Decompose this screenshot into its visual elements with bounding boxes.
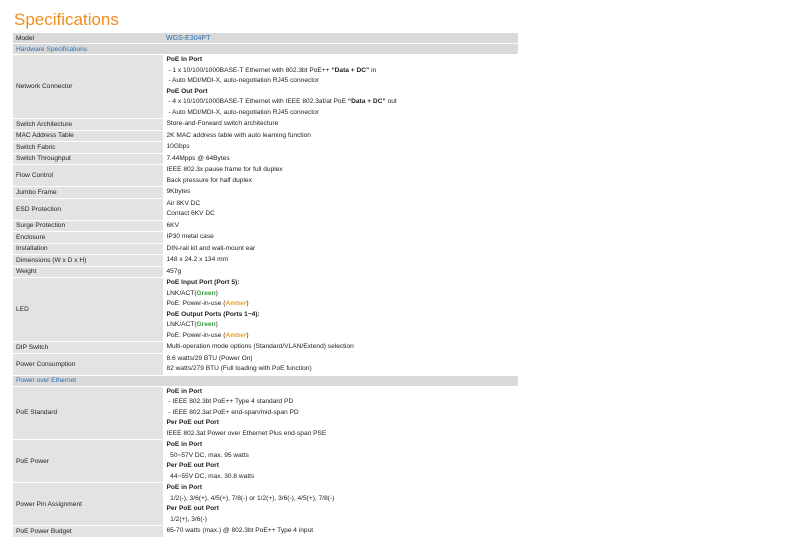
poe-out-line2 — [167, 108, 516, 119]
poe-in-heading: PoE In Port — [166, 56, 203, 63]
led-green-label: Green — [196, 289, 216, 297]
jumbo-frame-label: Jumbo Frame — [13, 187, 163, 199]
switch-throughput-value: 7.44Mpps @ 64Bytes — [163, 153, 518, 165]
table-row-poe-power — [13, 440, 518, 483]
weight-label: Weight — [13, 266, 163, 278]
power-pin-out-heading: Per PoE out Port — [166, 505, 219, 512]
poe-standard-out-line1: IEEE 802.3at Power over Ethernet Plus end-span PSE — [166, 429, 327, 437]
dimensions-value: 148 x 24.2 x 134 mm — [163, 255, 518, 267]
led-input-poe-text: PoE: Power-in-use ( — [166, 300, 226, 307]
poe-standard-value — [163, 386, 518, 440]
power-pin-in-heading: PoE in Port — [166, 484, 203, 491]
poe-power-in-line1-text: 50~57V DC, max. 95 watts — [170, 451, 249, 459]
table-row-power-consumption — [13, 353, 518, 375]
led-output-lnk-text: LNK/ACT( — [166, 321, 197, 328]
led-paren: ) — [246, 331, 249, 339]
mac-table-label: MAC Address Table — [13, 130, 163, 142]
power-consumption-value — [163, 353, 518, 375]
poe-out-line1-suffix: out — [385, 98, 397, 105]
flow-control-line2: Back pressure for half duplex — [166, 176, 252, 184]
poe-power-out-line1-text: 44~55V DC, max. 30.8 watts — [170, 472, 255, 480]
table-row-installation — [13, 243, 518, 255]
led-paren: ) — [215, 321, 218, 328]
table-row-weight — [13, 266, 518, 278]
table-row-surge — [13, 220, 518, 232]
table-row-jumbo-frame — [13, 187, 518, 199]
poe-out-heading: PoE Out Port — [166, 87, 208, 95]
switch-throughput-label: Switch Throughput — [13, 153, 163, 165]
dip-switch-label: DIP Switch — [13, 342, 163, 354]
esd-line1: Air 8KV DC — [166, 199, 201, 207]
poe-in-line2 — [167, 76, 516, 87]
led-paren: ) — [215, 289, 218, 297]
weight-value: 457g — [163, 266, 518, 278]
poe-in-line1-suffix: in — [369, 66, 377, 74]
led-input-lnk — [167, 289, 516, 300]
power-pin-in-line1-text: 1/2(-), 3/6(+), 4/5(+), 7/8(-) or 1/2(+), 3/6(-), 4/5(+), 7/8(-) — [170, 494, 335, 502]
dimensions-label: Dimensions (W x D x H) — [13, 255, 163, 267]
led-output-lnk — [167, 320, 516, 331]
poe-power-out-line1 — [167, 472, 516, 483]
table-row-poe-standard — [13, 386, 518, 440]
mac-table-value: 2K MAC address table with auto learning function — [163, 130, 518, 142]
poe-power-value — [163, 440, 518, 483]
poe-power-in-heading: PoE in Port — [166, 441, 203, 448]
dip-switch-value: Multi-operation mode options (Standard/VLAN/Extend) selection — [163, 342, 518, 354]
esd-value — [163, 198, 518, 220]
power-pin-out-line1-text: 1/2(+), 3/6(-) — [170, 515, 207, 523]
led-green-label: Green — [196, 321, 216, 328]
poe-in-line1-text: - 1 x 10/100/1000BASE-T Ethernet with 802.3bt PoE++ — [168, 66, 332, 74]
flow-control-label: Flow Control — [13, 165, 163, 187]
poe-budget-label: PoE Power Budget — [13, 526, 163, 538]
power-pin-value — [163, 483, 518, 526]
table-row-power-pin — [13, 483, 518, 526]
poe-in-line1 — [167, 66, 516, 77]
surge-label: Surge Protection — [13, 220, 163, 232]
table-row-network-connector — [13, 55, 518, 119]
network-connector-label: Network Connector — [13, 55, 163, 119]
flow-control-line1: IEEE 802.3x pause frame for full duplex — [166, 166, 283, 173]
poe-out-line1-text: - 4 x 10/100/1000BASE-T Ethernet with IEEE 802.3af/at PoE — [168, 98, 348, 105]
power-consumption-line2: 82 watts/279 BTU (Full loading with PoE function) — [166, 365, 312, 372]
poe-out-line2-text: - Auto MDI/MDI-X, auto-negotiation RJ45 connector — [168, 108, 319, 116]
led-label: LED — [13, 278, 163, 342]
poe-in-data-dc: “Data + DC” — [331, 66, 370, 74]
power-consumption-line1: 8.6 watts/29 BTU (Power On) — [166, 354, 253, 362]
esd-label: ESD Protection — [13, 198, 163, 220]
poe-section-title: Power over Ethernet — [13, 375, 518, 386]
led-value — [163, 278, 518, 342]
poe-out-line1 — [167, 97, 516, 108]
section-header-hardware — [13, 44, 518, 55]
poe-standard-in-line2-text: - IEEE 802.3at PoE+ end-span/mid-span PD — [168, 408, 299, 416]
installation-value: DIN-rail kit and wall-mount ear — [163, 243, 518, 255]
table-row-switch-architecture — [13, 119, 518, 131]
installation-label: Installation — [13, 243, 163, 255]
poe-out-data-dc: “Data + DC” — [347, 98, 386, 105]
poe-budget-value: 65-70 watts (max.) @ 802.3bt PoE++ Type 4 input — [163, 526, 518, 538]
switch-fabric-label: Switch Fabric — [13, 142, 163, 154]
table-row-dimensions — [13, 255, 518, 267]
switch-architecture-value: Store-and-Forward switch architecture — [163, 119, 518, 131]
power-pin-label: Power Pin Assignment — [13, 483, 163, 526]
switch-architecture-label: Switch Architecture — [13, 119, 163, 131]
model-value: WGS-E304PT — [163, 33, 518, 44]
jumbo-frame-value: 9Kbytes — [163, 187, 518, 199]
led-output-poe-text: PoE: Power-in-use ( — [166, 331, 226, 339]
poe-power-in-line1 — [167, 451, 516, 462]
power-pin-in-line1 — [167, 494, 516, 505]
led-input-poe — [167, 299, 516, 310]
poe-standard-in-line1 — [167, 397, 516, 408]
section-header-poe — [13, 375, 518, 386]
spec-table — [13, 33, 518, 538]
power-consumption-label: Power Consumption — [13, 353, 163, 375]
table-row-switch-throughput — [13, 153, 518, 165]
poe-standard-in-line1-text: - IEEE 802.3bt PoE++ Type 4 standard PD — [168, 398, 294, 405]
network-connector-value — [163, 55, 518, 119]
model-label: Model — [13, 33, 163, 44]
led-amber-label: Amber — [225, 331, 247, 339]
poe-standard-in-heading: PoE in Port — [166, 387, 203, 395]
table-row-model — [13, 33, 518, 44]
enclosure-value: IP30 metal case — [163, 232, 518, 244]
poe-in-line2-text: - Auto MDI/MDI-X, auto-negotiation RJ45 connector — [168, 77, 319, 84]
table-row-mac-table — [13, 130, 518, 142]
table-row-dip-switch — [13, 342, 518, 354]
poe-standard-in-line2 — [167, 408, 516, 419]
table-row-switch-fabric — [13, 142, 518, 154]
poe-standard-out-heading: Per PoE out Port — [166, 419, 219, 426]
esd-line2: Contact 6KV DC — [166, 210, 215, 217]
table-row-led — [13, 278, 518, 342]
led-output-poe — [167, 331, 516, 342]
led-output-heading: PoE Output Ports (Ports 1~4): — [166, 310, 260, 318]
hardware-section-title: Hardware Specifications — [13, 44, 518, 55]
surge-value: 6KV — [163, 220, 518, 232]
switch-fabric-value: 10Gbps — [163, 142, 518, 154]
led-input-lnk-text: LNK/ACT( — [166, 289, 197, 297]
enclosure-label: Enclosure — [13, 232, 163, 244]
page-title: Specifications — [14, 10, 119, 29]
table-row-esd — [13, 198, 518, 220]
table-row-enclosure — [13, 232, 518, 244]
table-row-poe-budget — [13, 526, 518, 538]
led-amber-label: Amber — [225, 300, 247, 307]
power-pin-out-line1 — [167, 515, 516, 526]
poe-power-out-heading: Per PoE out Port — [166, 462, 219, 469]
flow-control-value — [163, 165, 518, 187]
table-row-flow-control — [13, 165, 518, 187]
poe-standard-label: PoE Standard — [13, 386, 163, 440]
led-input-heading: PoE Input Port (Port 5): — [166, 279, 240, 286]
led-paren: ) — [246, 300, 249, 307]
poe-power-label: PoE Power — [13, 440, 163, 483]
